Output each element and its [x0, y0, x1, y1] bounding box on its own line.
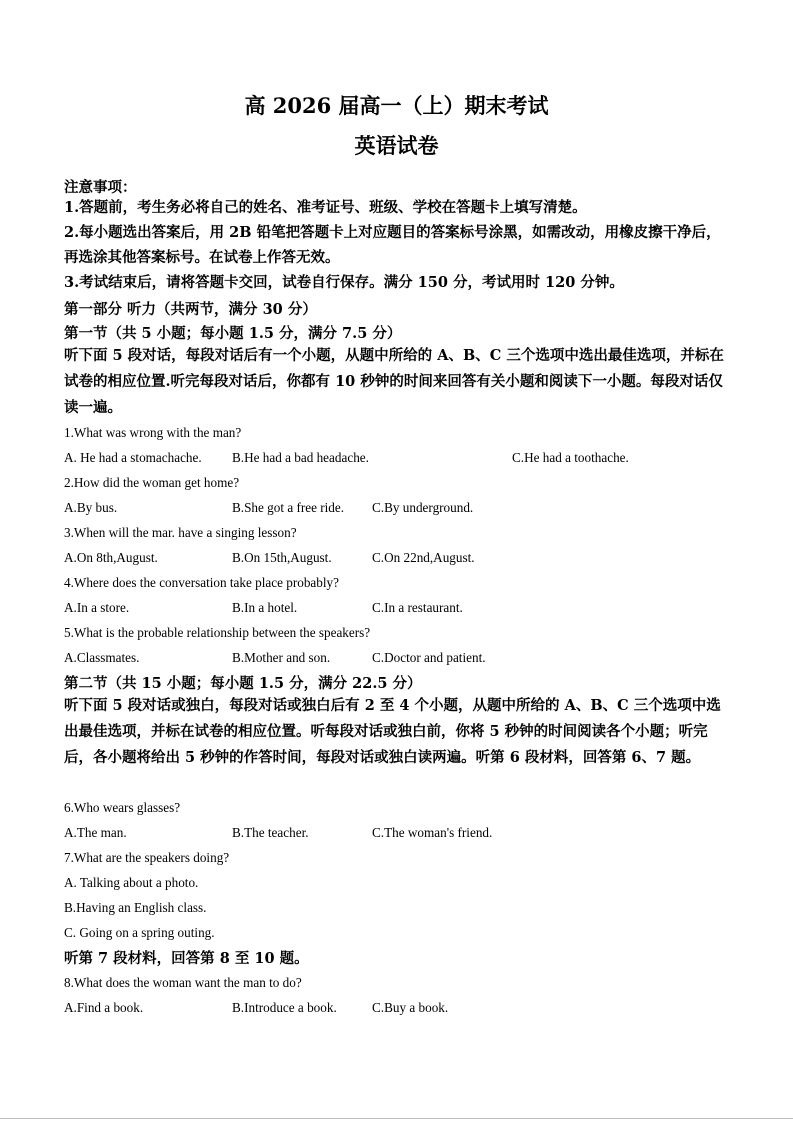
- question-2-option-c: C.By underground.: [372, 500, 474, 515]
- question-2-option-a: A.By bus.: [64, 500, 118, 515]
- question-3-option-b: B.On 15th,August.: [232, 550, 332, 565]
- question-8: 8.What does the woman want the man to do?: [64, 975, 302, 990]
- section1-instructions: 听下面 5 段对话，每段对话后有一个小题，从题中所给的 A、B、C 三个选项中选出最佳选项，并标在试卷的相应位置.听完每段对话后，你都有 10 秒钟的时间来回答有关小题和阅读下一小题。每段对话仅读一遍。: [64, 347, 724, 416]
- question-1-option-a: A. He had a stomachache.: [64, 450, 202, 465]
- section2-title: 第二节（共 15 小题；每小题 1.5 分，满分 22.5 分）: [64, 675, 422, 692]
- notes-heading: 注意事项：: [64, 179, 137, 196]
- question-6-option-c: C.The woman's friend.: [372, 825, 493, 840]
- notes-item-1: 1.答题前，考生务必将自己的姓名、准考证号、班级、学校在答题卡上填写清楚。: [64, 199, 587, 216]
- question-3-option-c: C.On 22nd,August.: [372, 550, 475, 565]
- notes-item-2: 2.每小题选出答案后，用 2B 铅笔把答题卡上对应题目的答案标号涂黑，如需改动，用橡皮擦干净后，再选涂其他答案标号。在试卷上作答无效。: [64, 224, 721, 266]
- question-8-option-b: B.Introduce a book.: [232, 1000, 337, 1015]
- question-3-option-a: A.On 8th,August.: [64, 550, 158, 565]
- question-1: 1.What was wrong with the man?: [64, 425, 242, 440]
- question-4-option-a: A.In a store.: [64, 600, 130, 615]
- question-5-option-c: C.Doctor and patient.: [372, 650, 486, 665]
- question-5: 5.What is the probable relationship between the speakers?: [64, 625, 371, 640]
- material-7-heading: 听第 7 段材料，回答第 8 至 10 题。: [64, 950, 309, 967]
- question-8-option-c: C.Buy a book.: [372, 1000, 449, 1015]
- page-bottom-divider: [0, 1118, 793, 1119]
- section2-instructions: 听下面 5 段对话或独白，每段对话或独白后有 2 至 4 个小题，从题中所给的 A、B、C 三个选项中选出最佳选项，并标在试卷的相应位置。听每段对话或独白前，你将 5 秒钟的时间阅读各个小题；听完后，各小题将给出 5 秒钟的作答时间，每段对话或独白读两遍。听第 6 段材料，回答第 6、7 题。: [64, 697, 721, 766]
- question-7-option-a: A. Talking about a photo.: [64, 875, 199, 890]
- question-1-option-b: B.He had a bad headache.: [232, 450, 369, 465]
- question-4: 4.Where does the conversation take place probably?: [64, 575, 339, 590]
- question-7-option-c: C. Going on a spring outing.: [64, 925, 215, 940]
- question-6: 6.Who wears glasses?: [64, 800, 181, 815]
- part1-title: 第一部分 听力（共两节，满分 30 分）: [64, 301, 317, 318]
- question-2: 2.How did the woman get home?: [64, 475, 240, 490]
- exam-title: 高 2026 届高一（上）期末考试: [244, 93, 549, 118]
- section1-title: 第一节（共 5 小题；每小题 1.5 分，满分 7.5 分）: [64, 325, 402, 342]
- question-7-option-b: B.Having an English class.: [64, 900, 207, 915]
- exam-subtitle: 英语试卷: [354, 133, 439, 158]
- notes-item-3: 3.考试结束后，请将答题卡交回，试卷自行保存。满分 150 分，考试用时 120 分钟。: [64, 274, 624, 291]
- question-8-option-a: A.Find a book.: [64, 1000, 144, 1015]
- question-4-option-b: B.In a hotel.: [232, 600, 298, 615]
- question-2-option-b: B.She got a free ride.: [232, 500, 345, 515]
- question-6-option-b: B.The teacher.: [232, 825, 309, 840]
- question-1-option-c: C.He had a toothache.: [512, 450, 629, 465]
- question-5-option-b: B.Mother and son.: [232, 650, 331, 665]
- question-7: 7.What are the speakers doing?: [64, 850, 230, 865]
- question-5-option-a: A.Classmates.: [64, 650, 140, 665]
- question-3: 3.When will the mar. have a singing lesson?: [64, 525, 297, 540]
- question-4-option-c: C.In a restaurant.: [372, 600, 463, 615]
- question-6-option-a: A.The man.: [64, 825, 127, 840]
